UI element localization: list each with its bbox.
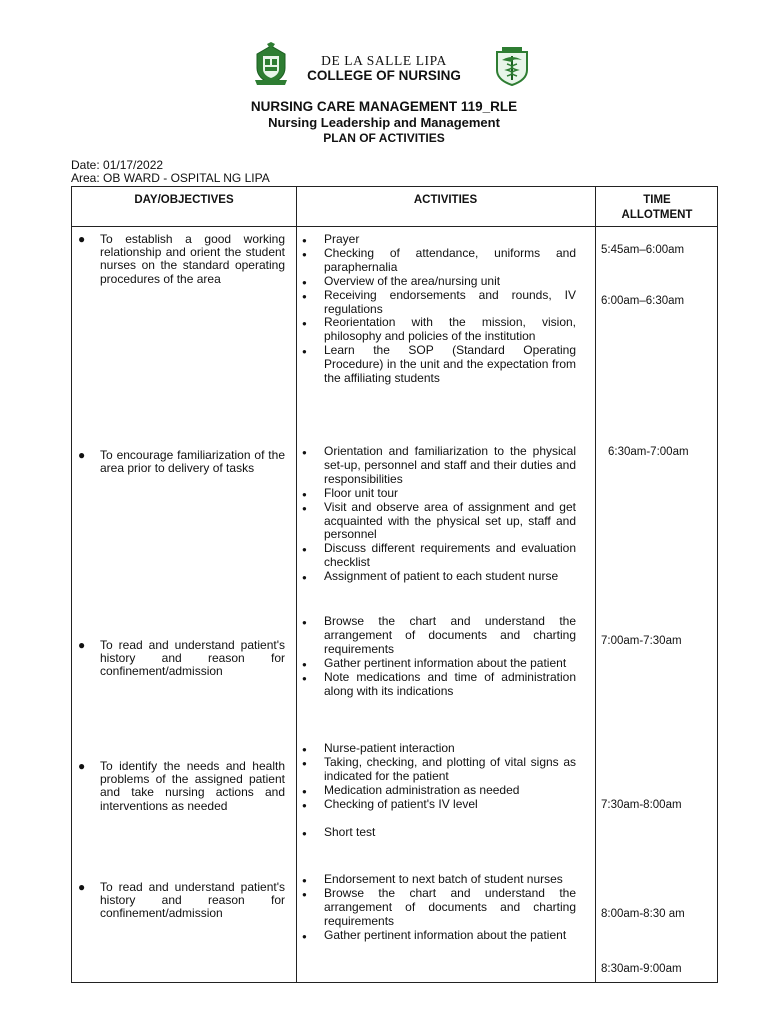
course-title: NURSING CARE MANAGEMENT 119_RLE — [250, 99, 518, 114]
objective-1: ● To establish a good working relationship and orient the student nurses on the standard operating procedures of the area — [78, 232, 285, 286]
list-item: ● Assignment of patient to each student nurse — [324, 570, 576, 584]
time-slot: 6:00am–6:30am — [601, 295, 685, 307]
list-item: ● Taking, checking, and plotting of vital signs as indicated for the patient — [324, 756, 576, 784]
list-item: ● Browse the chart and understand the arrangement of documents and charting requirements — [324, 615, 576, 657]
activities-list-4 — [324, 742, 576, 839]
list-item: ● Gather pertinent information about the patient — [324, 657, 576, 671]
time-slot: 8:30am-9:00am — [601, 963, 682, 975]
list-item: ● Note medications and time of administration along with its indications — [324, 671, 576, 699]
activities-list-3 — [324, 615, 576, 698]
activities-list-1 — [324, 233, 576, 386]
list-item: ● Medication administration as needed — [324, 784, 576, 798]
list-item: ● Overview of the area/nursing unit — [324, 275, 576, 289]
header-activities: ACTIVITIES — [413, 194, 478, 206]
objective-5: ● To read and understand patient's history and reason for confinement/admission — [78, 880, 285, 921]
area-line: Area: OB WARD - OSPITAL NG LIPA — [71, 171, 270, 185]
header-objectives: DAY/OBJECTIVES — [134, 194, 234, 206]
activities-list-2 — [324, 445, 576, 584]
list-item: ● Learn the SOP (Standard Operating Procedure) in the unit and the expectation from the affiliating students — [324, 344, 576, 386]
activities-list-5 — [324, 873, 576, 943]
list-item: ● Short test — [324, 826, 576, 840]
time-slot: 5:45am–6:00am — [601, 244, 685, 256]
list-item: ● Checking of patient's IV level — [324, 798, 576, 812]
list-item: ● Nurse-patient interaction — [324, 742, 576, 756]
list-item: ● Receiving endorsements and rounds, IV regulations — [324, 289, 576, 317]
time-slot: 8:00am-8:30 am — [601, 908, 685, 920]
school-name: DE LA SALLE LIPA — [321, 53, 447, 68]
college-name: COLLEGE OF NURSING — [307, 68, 461, 83]
list-item: ● Endorsement to next batch of student nurses — [324, 873, 576, 887]
list-item: ● Visit and observe area of assignment and get acquainted with the physical set up, staff and personnel — [324, 501, 576, 543]
activities-table — [71, 186, 718, 983]
objective-2: ● To encourage familiarization of the area prior to delivery of tasks — [78, 448, 285, 476]
list-item: ● Orientation and familiarization to the physical set-up, personnel and staff and their duties and responsibilities — [324, 445, 576, 487]
list-item: ● Discuss different requirements and evaluation checklist — [324, 542, 576, 570]
list-item: ● Floor unit tour — [324, 487, 576, 501]
list-item: ● Reorientation with the mission, vision, philosophy and policies of the institution — [324, 316, 576, 344]
date-line: Date: 01/17/2022 — [71, 158, 164, 172]
list-item: ● Gather pertinent information about the patient — [324, 929, 576, 943]
list-item: ● Browse the chart and understand the arrangement of documents and charting requirements — [324, 887, 576, 929]
header-time: TIME — [643, 194, 671, 206]
objective-4: ● To identify the needs and health problems of the assigned patient and take nursing actions and interventions as needed — [78, 759, 285, 813]
plan-title: PLAN OF ACTIVITIES — [323, 131, 445, 145]
list-item: ● Prayer — [324, 233, 576, 247]
course-subtitle: Nursing Leadership and Management — [268, 115, 500, 130]
time-slot: 7:00am-7:30am — [601, 635, 682, 647]
objective-3: ● To read and understand patient's history and reason for confinement/admission — [78, 638, 285, 679]
list-item: ● Checking of attendance, uniforms and paraphernalia — [324, 247, 576, 275]
time-slot: 7:30am-8:00am — [601, 799, 682, 811]
header-allotment: ALLOTMENT — [621, 209, 693, 221]
time-slot: 6:30am-7:00am — [608, 446, 689, 458]
